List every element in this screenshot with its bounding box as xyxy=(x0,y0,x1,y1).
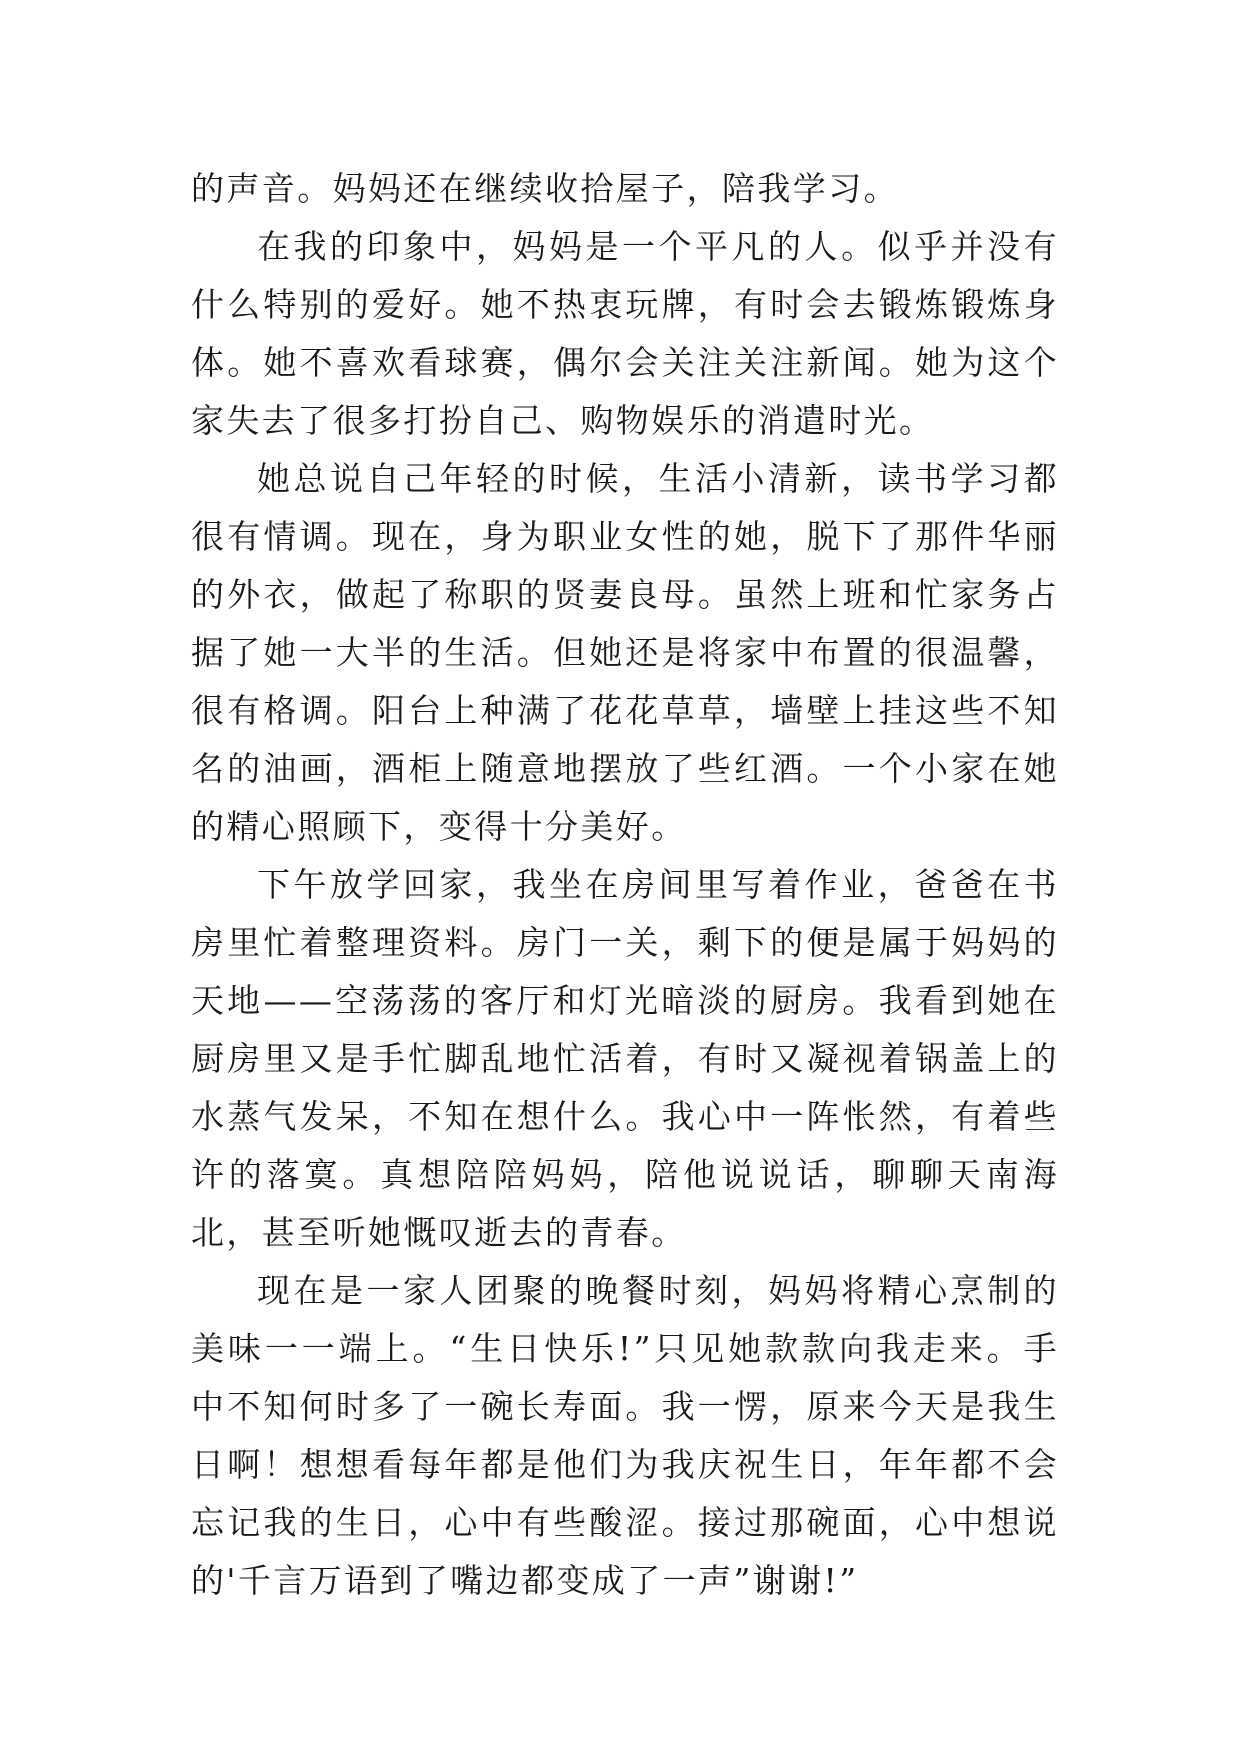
paragraph-1: 的声音。妈妈还在继续收拾屋子，陪我学习。 xyxy=(191,169,899,208)
paragraph-4: 下午放学回家，我坐在房间里写着作业，爸爸在书房里忙着整理资料。房门一关，剩下的便是属于妈妈的天地——空荡荡的客厅和灯光暗淡的厨房。我看到她在厨房里又是手忙脚乱地忙活着，有时又凝视着锅盖上的水蒸气发呆，不知在想什么。我心中一阵怅然，有着些许的落寞。真想陪陪妈妈，陪他说说话，聊聊天南海北，甚至听她慨叹逝去的青春。 xyxy=(191,865,1059,1252)
body-text xyxy=(191,160,1059,1610)
paragraph-3: 她总说自己年轻的时候，生活小清新，读书学习都很有情调。现在，身为职业女性的她，脱下了那件华丽的外衣，做起了称职的贤妻良母。虽然上班和忙家务占据了她一大半的生活。但她还是将家中布置的很温馨，很有格调。阳台上种满了花花草草，墙壁上挂这些不知名的油画，酒柜上随意地摆放了些红酒。一个小家在她的精心照顾下，变得十分美好。 xyxy=(191,459,1059,846)
paragraph-2: 在我的印象中，妈妈是一个平凡的人。似乎并没有什么特别的爱好。她不热衷玩牌，有时会去锻炼锻炼身体。她不喜欢看球赛，偶尔会关注关注新闻。她为这个家失去了很多打扮自己、购物娱乐的消遣时光。 xyxy=(191,227,1059,440)
paragraph-5: 现在是一家人团聚的晚餐时刻，妈妈将精心烹制的美味一一端上。“生日快乐!”只见她款款向我走来。手中不知何时多了一碗长寿面。我一愣，原来今天是我生日啊！想想看每年都是他们为我庆祝生日，年年都不会忘记我的生日，心中有些酸涩。接过那碗面，心中想说的'千言万语到了嘴边都变成了一声”谢谢!” xyxy=(191,1271,1059,1600)
